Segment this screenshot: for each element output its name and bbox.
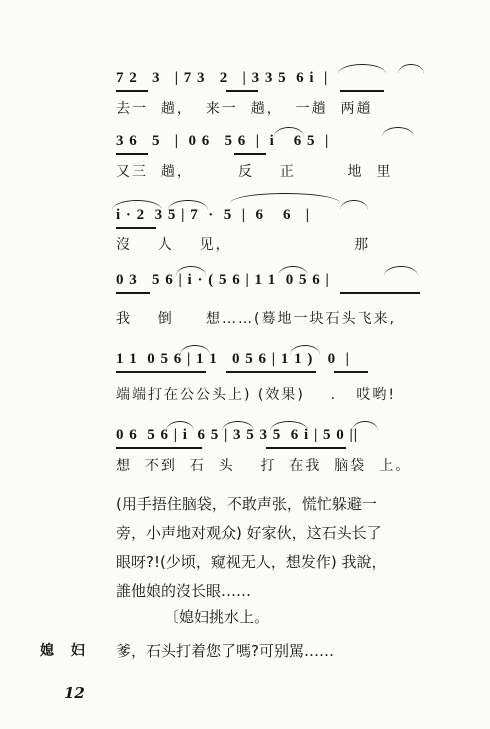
lyric-line-4: 我 倒 想……(蓦地一块石头飞来,: [116, 311, 396, 327]
stage-direction: 〔媳妇挑水上。: [164, 608, 270, 626]
beam-underline: [334, 371, 368, 373]
beam-underline: [340, 292, 420, 294]
notation-line-6: 0 6 5 6 | i 6 5 | 3 5 3 5 6 i | 5 0 ||: [116, 427, 359, 443]
beam-underline: [116, 153, 148, 155]
speaker-name: 媳 妇: [40, 643, 91, 659]
prose-line-4: 誰他娘的沒长眼……: [116, 582, 252, 600]
slur-mark: [398, 64, 424, 74]
notation-line-3: i · 2 3 5 | 7 · 5 | 6 6 |: [116, 207, 311, 223]
beam-underline: [226, 371, 316, 373]
beam-underline: [226, 90, 258, 92]
slur-mark: [168, 200, 208, 210]
page-number: 12: [64, 684, 85, 702]
beam-underline: [116, 371, 206, 373]
prose-line-3: 眼呀?!(少顷，窥视无人，想发作) 我說，: [116, 553, 387, 571]
notation-line-4: 0 3 5 6 | i · ( 5 6 | 1 1 0 5 6 |: [116, 272, 330, 288]
notation-line-1: 7 2 3 | 7 3 2 | 3 3 5 6 i |: [116, 70, 329, 86]
slur-mark: [222, 421, 254, 431]
notation-line-5: 1 1 0 5 6 | 1 1 0 5 6 | 1 1 ) 0 |: [116, 351, 350, 367]
slur-mark: [274, 127, 304, 137]
slur-mark: [112, 200, 162, 210]
beam-underline: [266, 447, 346, 449]
beam-underline: [116, 90, 148, 92]
slur-mark: [384, 266, 418, 276]
prose-line-2: 旁，小声地对观众) 好家伙，这石头长了: [116, 524, 382, 542]
slur-mark: [340, 200, 368, 210]
lyric-line-3: 沒 人 见， 那: [116, 237, 371, 253]
lyric-line-6: 想 不到 石 头 打 在我 脑袋 上。: [116, 458, 412, 474]
beam-underline: [116, 292, 150, 294]
slur-mark: [176, 266, 206, 276]
lyric-line-5: 端端打在公公头上) (效果) . 哎哟!: [116, 387, 397, 403]
slur-mark: [230, 193, 340, 203]
stage-direction-prose: [116, 490, 446, 606]
slur-mark: [166, 421, 194, 431]
slur-mark: [352, 421, 378, 431]
prose-line-1: (用手捂住脑袋，不敢声张，慌忙躲避一: [116, 495, 377, 513]
beam-underline: [116, 447, 202, 449]
speech-line: 爹，石头打着您了嗎?可别駡……: [116, 642, 334, 660]
lyric-line-2: 又三 趟， 反 正 地 里: [116, 164, 393, 180]
slur-mark: [338, 64, 386, 74]
slur-mark: [290, 345, 320, 355]
slur-mark: [278, 266, 308, 276]
beam-underline: [116, 227, 156, 229]
slur-mark: [180, 345, 210, 355]
lyric-line-1: 去一 趟， 来一 趟， 一趟 两趟: [116, 101, 373, 117]
beam-underline: [234, 153, 266, 155]
beam-underline: [340, 90, 384, 92]
slur-mark: [382, 127, 414, 137]
slur-mark: [270, 421, 308, 431]
notation-line-2: 3 6 5 | 0 6 5 6 | i 6 5 |: [116, 133, 330, 149]
